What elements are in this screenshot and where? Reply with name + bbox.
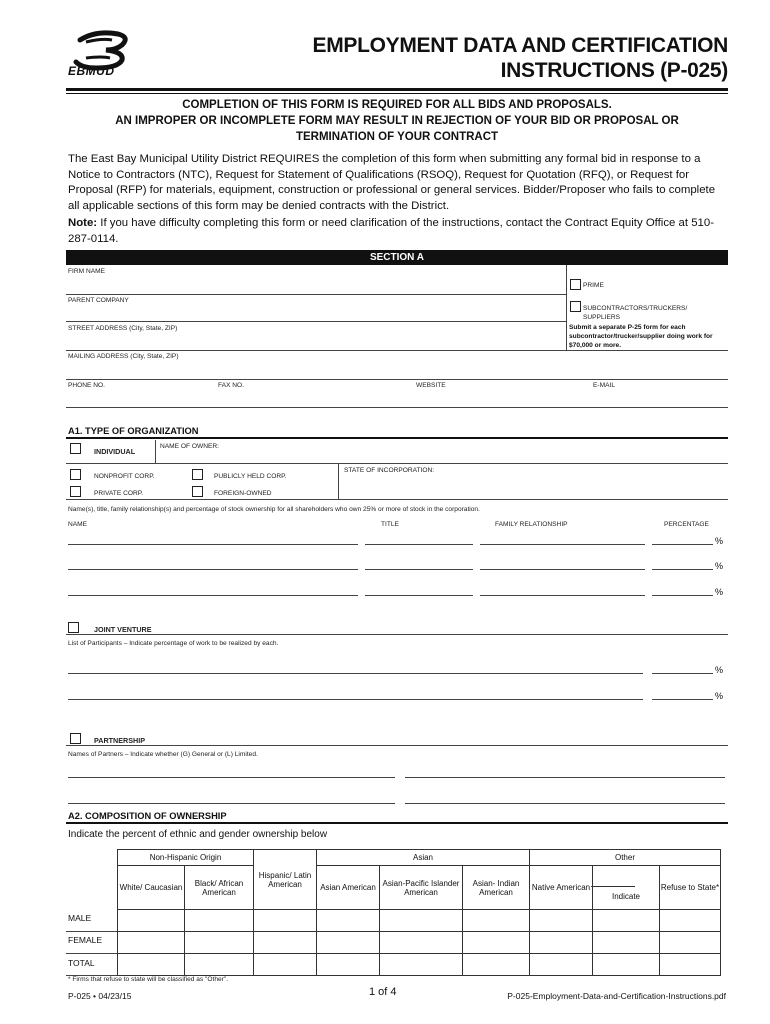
street-address-field[interactable] bbox=[66, 350, 728, 351]
page-number: 1 of 4 bbox=[369, 986, 397, 998]
col-native: Native American bbox=[530, 866, 593, 910]
percent-sign: % bbox=[715, 536, 724, 546]
individual-checkbox[interactable] bbox=[70, 443, 81, 454]
joint-venture-label: JOINT VENTURE bbox=[94, 625, 152, 634]
warning-line-2: AN IMPROPER OR INCOMPLETE FORM MAY RESULT IN REJECTION OF YOUR BID OR PROPOSAL OR bbox=[115, 115, 679, 127]
individual-divider bbox=[155, 440, 156, 463]
partner-name-1[interactable] bbox=[68, 777, 395, 778]
warning-block bbox=[66, 97, 728, 145]
subcontractors-label-2: SUPPLIERS bbox=[583, 314, 621, 321]
row-label-female: FEMALE bbox=[68, 935, 103, 945]
form-id: P-025 • 04/23/15 bbox=[68, 991, 132, 1001]
group-asian: Asian bbox=[317, 850, 530, 866]
note-paragraph bbox=[68, 216, 728, 247]
shareholder-title-1[interactable] bbox=[365, 544, 473, 545]
intro-paragraph: The East Bay Municipal Utility District REQUIRES the completion of this form when submitting any formal bid in response to a Notice to Contractors (NTC), Request for Statement of Qualifications (RSOQ), Request for Quotation (RFQ), or Request for Proposal (RFP) for materials, equipment, construction or professional or general services. Bidder/Proposer who fails to complete all applicable sections of this form may be denied contracts with the District. bbox=[68, 153, 716, 212]
table-row-male bbox=[118, 910, 721, 932]
prime-checkbox[interactable] bbox=[570, 279, 581, 290]
firm-name-label: FIRM NAME bbox=[68, 268, 105, 275]
joint-venture-checkbox[interactable] bbox=[68, 622, 79, 633]
ownership-table bbox=[117, 849, 721, 976]
joint-venture-rule bbox=[66, 634, 728, 635]
partnership-label: PARTNERSHIP bbox=[94, 736, 145, 745]
a2-title: A2. COMPOSITION OF OWNERSHIP bbox=[68, 811, 227, 821]
state-of-incorporation-label: STATE OF INCORPORATION: bbox=[344, 467, 435, 474]
shareholder-pct-3[interactable] bbox=[652, 595, 713, 596]
col-asian-american: Asian American bbox=[317, 866, 380, 910]
header-rule-thin bbox=[66, 93, 728, 94]
jv-participant-1[interactable] bbox=[68, 673, 643, 674]
prime-label: PRIME bbox=[583, 282, 604, 289]
nonprofit-checkbox[interactable] bbox=[70, 469, 81, 480]
private-checkbox[interactable] bbox=[70, 486, 81, 497]
col-indicate: Indicate bbox=[593, 866, 660, 910]
phone-label: PHONE NO. bbox=[68, 382, 106, 389]
percent-sign: % bbox=[715, 561, 724, 571]
col-hispanic: Hispanic/ Latin American bbox=[254, 850, 317, 910]
table-row-female bbox=[118, 932, 721, 954]
parent-company-field[interactable] bbox=[66, 321, 566, 322]
percent-sign: % bbox=[715, 587, 724, 597]
parent-company-label: PARENT COMPANY bbox=[68, 297, 129, 304]
group-non-hispanic: Non-Hispanic Origin bbox=[118, 850, 254, 866]
warning-line-1: COMPLETION OF THIS FORM IS REQUIRED FOR ALL BIDS AND PROPOSALS. bbox=[182, 99, 612, 111]
col-refuse: Refuse to State* bbox=[660, 866, 721, 910]
private-label: PRIVATE CORP. bbox=[94, 490, 144, 497]
publicly-held-checkbox[interactable] bbox=[192, 469, 203, 480]
subcontractor-note: Submit a separate P-25 form for each subcontractor/trucker/supplier doing work for $70,000 or more. bbox=[569, 324, 713, 349]
shareholder-family-3[interactable] bbox=[480, 595, 645, 596]
percent-sign: % bbox=[715, 665, 724, 675]
shareholder-family-1[interactable] bbox=[480, 544, 645, 545]
jv-pct-2[interactable] bbox=[652, 699, 713, 700]
row-line-male bbox=[66, 931, 117, 932]
shareholder-name-3[interactable] bbox=[68, 595, 358, 596]
col-black: Black/ African American bbox=[185, 866, 254, 910]
fax-label: FAX NO. bbox=[218, 382, 245, 389]
shareholder-name-1[interactable] bbox=[68, 544, 358, 545]
col-percentage: PERCENTAGE bbox=[664, 521, 709, 528]
col-name: NAME bbox=[68, 521, 88, 528]
warning-line-3: TERMINATION OF YOUR CONTRACT bbox=[295, 131, 499, 143]
title-line-1: EMPLOYMENT DATA AND CERTIFICATION bbox=[312, 34, 728, 57]
section-a-header: SECTION A bbox=[66, 250, 728, 265]
foreign-owned-label: FOREIGN-OWNED bbox=[214, 490, 272, 497]
a2-subtitle: Indicate the percent of ethnic and gender ownership below bbox=[68, 829, 328, 840]
row-label-male: MALE bbox=[68, 913, 92, 923]
state-divider bbox=[338, 463, 339, 499]
website-label: WEBSITE bbox=[416, 382, 446, 389]
a1-rule bbox=[66, 437, 728, 439]
other-indicate-line bbox=[591, 886, 635, 887]
percent-sign: % bbox=[715, 691, 724, 701]
partnership-checkbox[interactable] bbox=[70, 733, 81, 744]
note-label: Note: bbox=[68, 217, 98, 229]
prime-divider bbox=[566, 265, 567, 350]
contact-field-line[interactable] bbox=[66, 407, 728, 408]
shareholder-title-2[interactable] bbox=[365, 569, 473, 570]
subcontractors-checkbox[interactable] bbox=[570, 301, 581, 312]
file-name: P-025-Employment-Data-and-Certification-Instructions.pdf bbox=[507, 991, 726, 1001]
page-title bbox=[312, 33, 728, 83]
col-family-relationship: FAMILY RELATIONSHIP bbox=[495, 521, 568, 528]
title-line-2: INSTRUCTIONS (P-025) bbox=[500, 59, 728, 82]
col-asian-pacific: Asian-Pacific Islander American bbox=[380, 866, 463, 910]
shareholder-pct-1[interactable] bbox=[652, 544, 713, 545]
shareholder-name-2[interactable] bbox=[68, 569, 358, 570]
jv-pct-1[interactable] bbox=[652, 673, 713, 674]
nonprofit-label: NONPROFIT CORP. bbox=[94, 473, 155, 480]
joint-venture-note: List of Participants – Indicate percentage of work to be realized by each. bbox=[68, 640, 279, 647]
table-row-total bbox=[118, 954, 721, 976]
group-other: Other bbox=[530, 850, 721, 866]
row-label-total: TOTAL bbox=[68, 958, 95, 968]
header-rule bbox=[66, 88, 728, 91]
shareholder-pct-2[interactable] bbox=[652, 569, 713, 570]
street-address-label: STREET ADDRESS (City, State, ZIP) bbox=[68, 325, 178, 332]
shareholder-title-3[interactable] bbox=[365, 595, 473, 596]
mailing-address-field[interactable] bbox=[66, 379, 728, 380]
partner-name-4[interactable] bbox=[405, 803, 725, 804]
logo-text: EBMUD bbox=[68, 64, 115, 78]
subcontractors-label-1: SUBCONTRACTORS/TRUCKERS/ bbox=[583, 305, 688, 312]
partner-name-3[interactable] bbox=[68, 803, 395, 804]
publicly-held-label: PUBLICLY HELD CORP. bbox=[214, 473, 287, 480]
shareholder-family-2[interactable] bbox=[480, 569, 645, 570]
shareholders-note: Name(s), title, family relationship(s) and percentage of stock ownership for all shareholders who own 25% or more of stock in the corporation. bbox=[68, 506, 480, 513]
note-text: If you have difficulty completing this form or need clarification of the instructions, contact the Contract Equity Office at 510-287-0114. bbox=[68, 217, 714, 245]
mailing-address-label: MAILING ADDRESS (City, State, ZIP) bbox=[68, 353, 179, 360]
foreign-owned-checkbox[interactable] bbox=[192, 486, 203, 497]
a1-title: A1. TYPE OF ORGANIZATION bbox=[68, 426, 199, 436]
name-of-owner-field[interactable] bbox=[66, 463, 728, 464]
org-type-line bbox=[66, 499, 728, 500]
a2-rule bbox=[66, 822, 728, 824]
col-title: TITLE bbox=[381, 521, 399, 528]
partnership-rule bbox=[66, 745, 728, 746]
email-label: E-MAIL bbox=[593, 382, 615, 389]
partner-name-2[interactable] bbox=[405, 777, 725, 778]
row-line-female bbox=[66, 953, 117, 954]
col-white: White/ Caucasian bbox=[118, 866, 185, 910]
firm-name-field[interactable] bbox=[66, 294, 566, 295]
partnership-note: Names of Partners – Indicate whether (G) General or (L) Limited. bbox=[68, 751, 258, 758]
col-asian-indian: Asian- Indian American bbox=[463, 866, 530, 910]
jv-participant-2[interactable] bbox=[68, 699, 643, 700]
name-of-owner-label: NAME OF OWNER: bbox=[160, 443, 219, 450]
individual-label: INDIVIDUAL bbox=[94, 447, 136, 456]
footnote: * Firms that refuse to state will be classified as "Other". bbox=[68, 976, 229, 983]
